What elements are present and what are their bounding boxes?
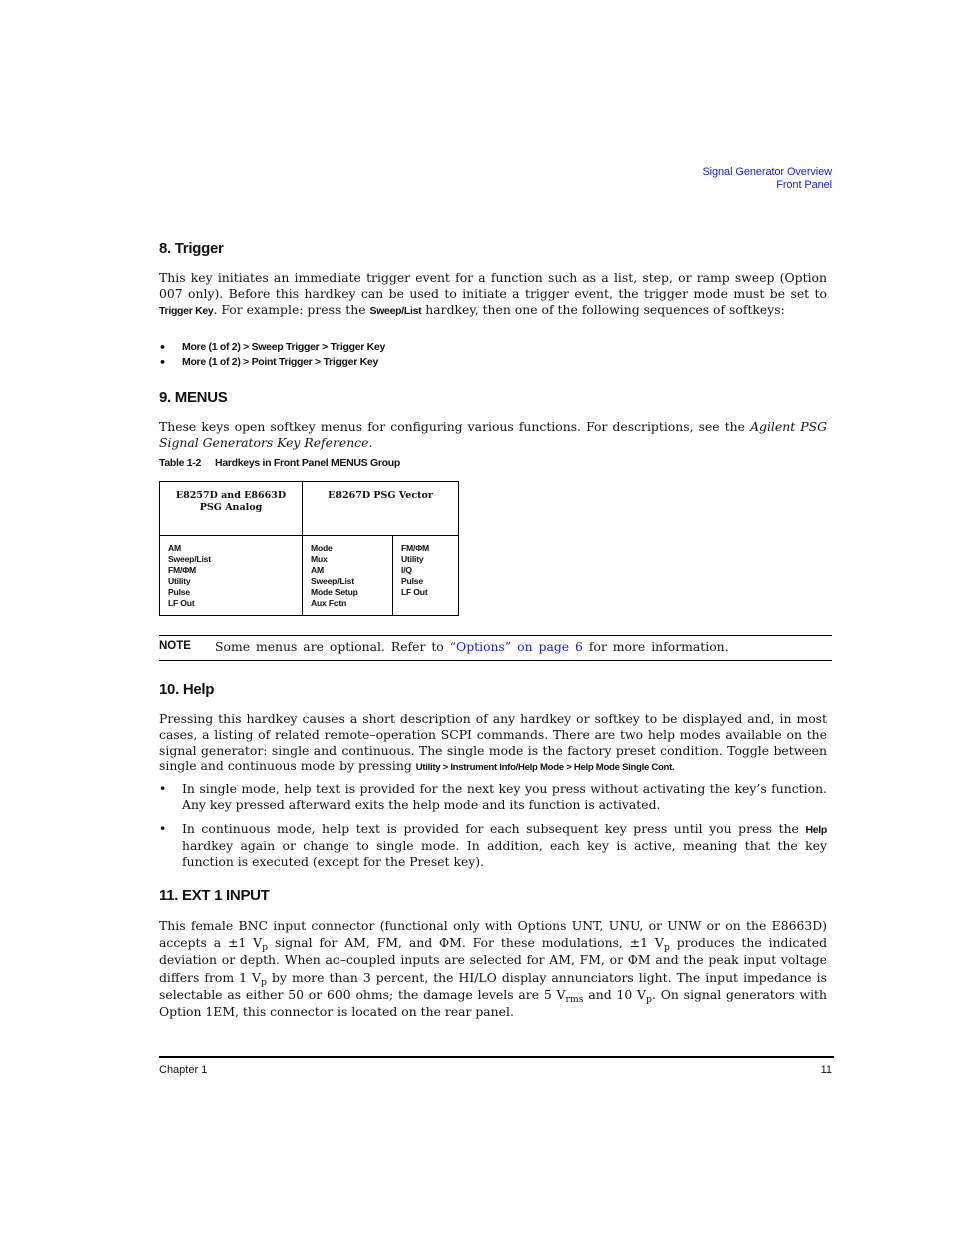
table-number: Table 1-2 [159, 457, 202, 469]
list-item: • In single mode, help text is provided for the next key you press without activating the key’s function. Any key pressed afterward exits the help mode and its function is activated. [159, 781, 827, 813]
trigger-key-label: Trigger Key [159, 304, 214, 317]
list-item: • More (1 of 2) > Sweep Trigger > Trigger Key [159, 340, 385, 355]
table-cell-item: Mux [311, 554, 328, 564]
table-cell-item: Sweep/List [311, 576, 354, 586]
options-page-link[interactable]: “Options” on page 6 [449, 639, 583, 654]
menus-text-1: These keys open softkey menus for configuring various functions. For descriptions, see the [159, 419, 751, 434]
ext1-text: by more than 3 percent, the HI/LO display annunciators light. The input impedance is selectable as either 50 or 600 ohms; the damage levels are 5 V [159, 969, 827, 1002]
help-mode-list [159, 781, 827, 870]
table-cell-item: AM [168, 543, 181, 553]
ext1-text: produces the indicated deviation or depth. When ac–coupled inputs are selected for AM, FM, or ΦM and the peak input voltage differs from 1 V [159, 935, 828, 985]
menus-hardkeys-table [159, 481, 459, 616]
ext1-text: and 10 V [583, 986, 646, 1002]
table-cell-item: LF Out [168, 598, 195, 608]
help-paragraph [159, 711, 827, 776]
menus-text-2: . [368, 434, 373, 450]
bullet-text-1: In continuous mode, help text is provided for each subsequent key press until you press the [182, 820, 806, 836]
ext1-subscript: p [663, 941, 670, 953]
table-title: Hardkeys in Front Panel MENUS Group [215, 457, 400, 469]
table-cell-item: Utility [401, 554, 424, 564]
note-text-1: Some menus are optional. Refer to [215, 639, 450, 654]
header-line: E8257D and E8663D [175, 490, 287, 501]
section-heading-help: 10. Help [159, 681, 215, 698]
table-caption [159, 457, 400, 469]
section-heading-trigger: 8. Trigger [159, 240, 224, 257]
section-heading-menus: 9. MENUS [159, 389, 228, 406]
list-item: • More (1 of 2) > Point Trigger > Trigger Key [159, 355, 385, 370]
trigger-text-3: hardkey, then one of the following sequences of softkeys: [421, 301, 785, 317]
ext1-text: signal for AM, FM, and ΦM. For these modulations, ±1 V [268, 935, 664, 951]
table-cell-item: AM [311, 565, 324, 575]
table-cell-vector-keys-b [393, 536, 459, 616]
section-heading-ext1-input: 11. EXT 1 INPUT [159, 887, 270, 904]
trigger-text-1: This key initiates an immediate trigger event for a function such as a list, step, or ramp sweep (Option 007 only). Before this hardkey can be used to initiate a trigger event, the trigger mode must be set to [159, 270, 827, 301]
table-cell-item: FM/ΦM [401, 543, 430, 553]
header-line: PSG Analog [199, 502, 263, 513]
help-mode-key-sequence: Utility > Instrument Info/Help Mode > Help Mode Single Cont. [415, 762, 675, 774]
table-cell-item: I/Q [401, 565, 412, 575]
trigger-paragraph [159, 270, 827, 319]
table-cell-item: Pulse [401, 576, 423, 586]
note-label: NOTE [159, 640, 191, 652]
table-cell-item: Sweep/List [168, 554, 211, 564]
help-text-1: Pressing this hardkey causes a short description of any hardkey or softkey to be displayed and, in most cases, a listing of related remote–operation SCPI commands. There are two help modes available on the signal generator: single and continuous. The single mode is the factory preset condition. Toggle between single and continuous mode by pressing [159, 711, 827, 774]
trigger-text-2: . For example: press the [213, 301, 370, 317]
table-cell-analog-keys [160, 536, 303, 616]
ext1-subscript: p [645, 993, 652, 1005]
help-key-label: Help [805, 823, 827, 836]
trigger-sequence-list [159, 340, 385, 370]
footer-rule [159, 1056, 834, 1058]
ext1-text: . On signal generators with Option 1EM, this connector is located on the rear panel. [159, 986, 827, 1020]
table-cell-vector-keys-a [303, 536, 393, 616]
bullet-text-2: hardkey again or change to single mode. In addition, each key is active, meaning that the key function is executed (except for the Preset key). [182, 838, 827, 870]
footer-chapter: Chapter 1 [159, 1064, 208, 1076]
table-header-analog [160, 482, 303, 536]
note-text [215, 639, 729, 654]
table-cell-item: LF Out [401, 587, 428, 597]
sweep-list-key-label: Sweep/List [369, 304, 422, 317]
ext1-subscript: p [261, 976, 267, 988]
list-item [159, 821, 827, 870]
ext1-paragraph [159, 917, 827, 1020]
note-box [159, 635, 832, 661]
ext1-text: This female BNC input connector (functional only with Options UNT, UNU, or UNW or on the E8663D) accepts a ±1 V [159, 918, 827, 951]
running-header [702, 166, 832, 192]
table-cell-item: Aux Fctn [311, 598, 347, 608]
header-chapter-title[interactable]: Signal Generator Overview [702, 166, 832, 178]
key-reference-title: Agilent PSG Signal Generators Key Reference [159, 419, 827, 450]
ext1-subscript: p [262, 941, 269, 953]
table-cell-item: Pulse [168, 587, 190, 597]
table-header-vector: E8267D PSG Vector [303, 482, 459, 536]
table-cell-item: Utility [168, 576, 191, 586]
ext1-subscript: rms [565, 993, 584, 1005]
menus-paragraph [159, 419, 827, 451]
table-cell-item: Mode Setup [311, 587, 358, 597]
note-text-2: for more information. [582, 639, 729, 654]
table-cell-item: FM/ΦM [168, 565, 197, 575]
header-section-title[interactable]: Front Panel [776, 179, 832, 191]
footer-page-number: 11 [820, 1064, 832, 1076]
table-cell-item: Mode [311, 543, 333, 553]
